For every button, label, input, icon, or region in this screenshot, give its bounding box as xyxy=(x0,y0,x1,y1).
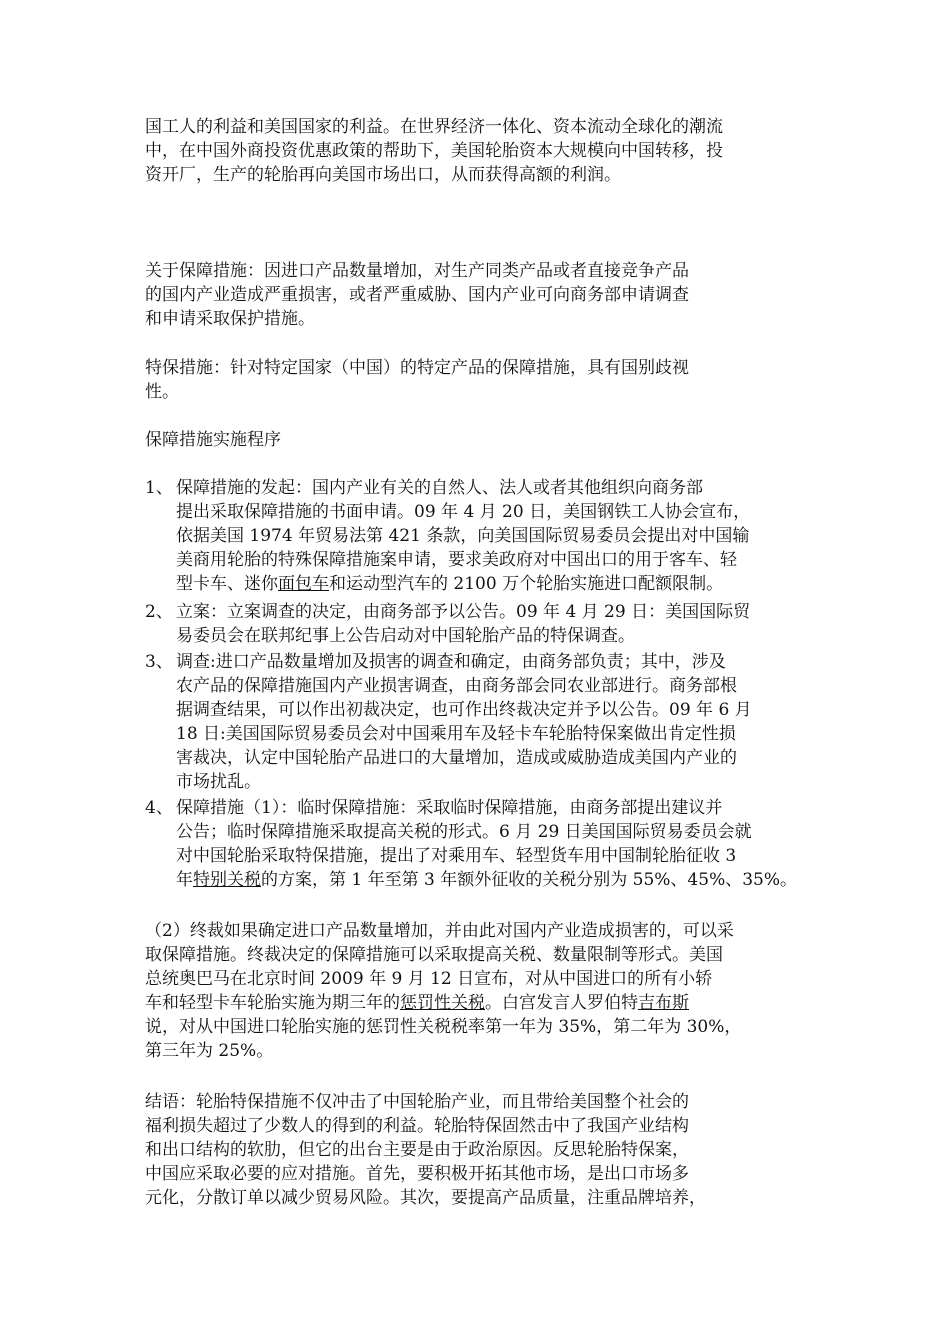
item-line: 公告；临时保障措施采取提高关税的形式。6 月 29 日美国国际贸易委员会就 xyxy=(176,822,752,842)
safeguard-definition-paragraph xyxy=(145,259,810,331)
item-body xyxy=(176,476,816,596)
item-number: 1、 xyxy=(145,478,173,498)
item-line: 易委员会在联邦纪事上公告启动对中国轮胎产品的特保调查。 xyxy=(176,626,635,646)
item-text: 年 xyxy=(176,870,193,890)
ruling-line: （2）终裁如果确定进口产品数量增加，并由此对国内产业造成损害的，可以采 xyxy=(145,921,734,941)
safeguard-line: 关于保障措施：因进口产品数量增加，对生产同类产品或者直接竞争产品 xyxy=(145,261,689,281)
conclusion-line: 结语：轮胎特保措施不仅冲击了中国轮胎产业，而且带给美国整个社会的 xyxy=(145,1092,689,1112)
item-line: 提出采取保障措施的书面申请。09 年 4 月 20 日，美国钢铁工人协会宣布， xyxy=(176,502,751,522)
item-text: 和运动型汽车的 2100 万个轮胎实施进口配额限制。 xyxy=(329,574,724,594)
item-line: 农产品的保障措施国内产业损害调查，由商务部会同农业部进行。商务部根 xyxy=(176,676,737,696)
item-text: 型卡车、迷你 xyxy=(176,574,278,594)
ruling-line: 取保障措施。终裁决定的保障措施可以采取提高关税、数量限制等形式。美国 xyxy=(145,945,723,965)
ruling-text: 。白宫发言人罗伯特 xyxy=(485,993,638,1013)
item-line: 害裁决，认定中国轮胎产品进口的大量增加，造成或威胁造成美国内产业的 xyxy=(176,748,737,768)
procedure-title-text: 保障措施实施程序 xyxy=(145,430,281,450)
item-number: 4、 xyxy=(145,798,173,818)
item-line: 立案：立案调查的决定，由商务部予以公告。09 年 4 月 29 日：美国国际贸 xyxy=(176,602,751,622)
gibbs-link[interactable]: 吉布斯 xyxy=(638,993,689,1013)
special-tariff-link[interactable]: 特别关税 xyxy=(193,870,261,890)
item-line: 对中国轮胎采取特保措施，提出了对乘用车、轻型货车用中国制轮胎征收 3 xyxy=(176,846,737,866)
conclusion-line: 元化，分散订单以减少贸易风险。其次，要提高产品质量，注重品牌培养， xyxy=(145,1188,706,1208)
intro-line: 国工人的利益和美国国家的利益。在世界经济一体化、资本流动全球化的潮流 xyxy=(145,117,723,137)
item-line: 据调查结果，可以作出初裁决定，也可作出终裁决定并予以公告。09 年 6 月 xyxy=(176,700,752,720)
ruling-line: 总统奥巴马在北京时间 2009 年 9 月 12 日宣布，对从中国进口的所有小轿 xyxy=(145,969,713,989)
item-line: 美商用轮胎的特殊保障措施案申请，要求美政府对中国出口的用于客车、轻 xyxy=(176,550,737,570)
item-line xyxy=(176,572,816,596)
minivan-link[interactable]: 面包车 xyxy=(278,574,329,594)
item-line: 市场扰乱。 xyxy=(176,772,261,792)
special-line: 特保措施：针对特定国家（中国）的特定产品的保障措施，具有国别歧视 xyxy=(145,358,689,378)
special-safeguard-paragraph xyxy=(145,356,810,404)
ruling-text: 车和轻型卡车轮胎实施为期三年的 xyxy=(145,993,400,1013)
procedure-title xyxy=(145,428,810,452)
final-ruling-paragraph xyxy=(145,919,810,1063)
ruling-line xyxy=(145,991,810,1015)
safeguard-line: 和申请采取保护措施。 xyxy=(145,309,315,329)
item-body xyxy=(176,600,816,648)
ruling-line: 第三年为 25%。 xyxy=(145,1041,274,1061)
ruling-line: 说，对从中国进口轮胎实施的惩罚性关税税率第一年为 35%，第二年为 30%， xyxy=(145,1017,742,1037)
conclusion-line: 中国应采取必要的应对措施。首先，要积极开拓其他市场，是出口市场多 xyxy=(145,1164,689,1184)
item-line: 保障措施的发起：国内产业有关的自然人、法人或者其他组织向商务部 xyxy=(176,478,703,498)
punitive-tariff-link[interactable]: 惩罚性关税 xyxy=(400,993,485,1013)
item-number: 2、 xyxy=(145,602,173,622)
special-line: 性。 xyxy=(145,382,179,402)
intro-line: 资开厂，生产的轮胎再向美国市场出口，从而获得高额的利润。 xyxy=(145,165,621,185)
item-line: 调查:进口产品数量增加及损害的调查和确定，由商务部负责；其中，涉及 xyxy=(176,652,726,672)
item-number: 3、 xyxy=(145,652,173,672)
conclusion-line: 和出口结构的软肋，但它的出台主要是由于政治原因。反思轮胎特保案， xyxy=(145,1140,689,1160)
conclusion-line: 福利损失超过了少数人的得到的利益。轮胎特保固然击中了我国产业结构 xyxy=(145,1116,689,1136)
item-line: 依据美国 1974 年贸易法第 421 条款，向美国国际贸易委员会提出对中国输 xyxy=(176,526,750,546)
conclusion-paragraph xyxy=(145,1090,810,1210)
item-line xyxy=(176,868,816,892)
intro-line: 中，在中国外商投资优惠政策的帮助下，美国轮胎资本大规模向中国转移，投 xyxy=(145,141,723,161)
item-line: 保障措施（1）：临时保障措施：采取临时保障措施，由商务部提出建议并 xyxy=(176,798,723,818)
item-body xyxy=(176,650,816,794)
safeguard-line: 的国内产业造成严重损害，或者严重威胁、国内产业可向商务部申请调查 xyxy=(145,285,689,305)
item-body xyxy=(176,796,816,892)
intro-paragraph xyxy=(145,115,810,187)
item-line: 18 日:美国国际贸易委员会对中国乘用车及轻卡车轮胎特保案做出肯定性损 xyxy=(176,724,736,744)
item-text: 的方案，第 1 年至第 3 年额外征收的关税分别为 55%、45%、35%。 xyxy=(261,870,798,890)
